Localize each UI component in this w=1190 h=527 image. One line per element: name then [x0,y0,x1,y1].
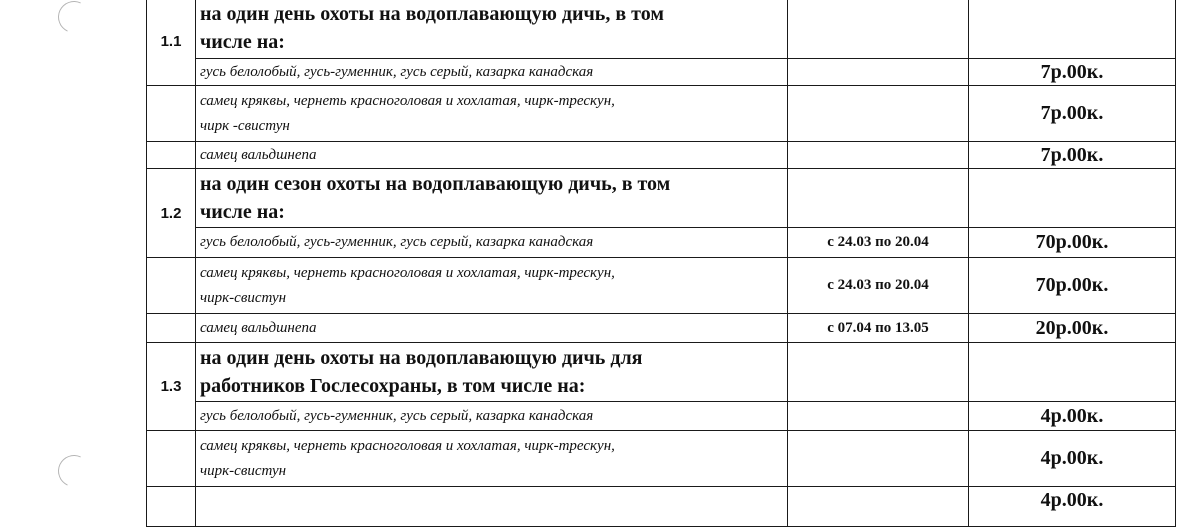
table-row-cutoff [147,487,1176,527]
price-cell: 4р.00к. [969,487,1176,527]
number-cell [147,86,196,142]
tariff-table [146,0,1176,527]
item-text: самец кряквы, чернеть красноголовая и хохлатая, чирк-трескун, чирк-свистун [196,431,788,487]
price-cell: 7р.00к. [969,59,1176,86]
period-cell: с 24.03 по 20.04 [788,228,969,258]
item-text: самец кряквы, чернеть красноголовая и хохлатая, чирк-трескун, чирк -свистун [196,86,788,142]
period-cell: с 24.03 по 20.04 [788,258,969,314]
section-title: на один день охоты на водоплавающую дичь, в том числе на: [196,0,788,59]
price-cell [969,0,1176,59]
section-title: на один день охоты на водоплавающую дичь для работников Гослесохраны, в том числе на: [196,343,788,402]
number-cell [147,258,196,314]
period-cell: с 07.04 по 13.05 [788,314,969,343]
table-row [147,314,1176,343]
binder-hole-bottom [53,450,94,491]
section-row [147,169,1176,228]
period-cell [788,86,969,142]
period-cell [788,431,969,487]
price-cell [969,343,1176,402]
item-text: гусь белолобый, гусь-гуменник, гусь серый, казарка канадская [196,402,788,431]
period-cell [788,402,969,431]
period-cell [788,487,969,527]
price-cell: 4р.00к. [969,431,1176,487]
section-title: на один сезон охоты на водоплавающую дичь, в том числе на: [196,169,788,228]
price-cell [969,169,1176,228]
number-cell [147,487,196,527]
table-row [147,402,1176,431]
price-cell: 7р.00к. [969,142,1176,169]
section-number: 1.1 [147,0,196,86]
number-cell [147,431,196,487]
section-number: 1.3 [147,343,196,431]
item-text: самец вальдшнепа [196,314,788,343]
item-text [196,487,788,527]
item-text: гусь белолобый, гусь-гуменник, гусь серый, казарка канадская [196,59,788,86]
item-text: гусь белолобый, гусь-гуменник, гусь серый, казарка канадская [196,228,788,258]
binder-hole-top [53,0,94,38]
period-cell [788,0,969,59]
period-cell [788,59,969,86]
number-cell [147,314,196,343]
table-row [147,431,1176,487]
table-row [147,59,1176,86]
table-row [147,86,1176,142]
price-cell: 70р.00к. [969,228,1176,258]
table-row [147,228,1176,258]
period-cell [788,169,969,228]
item-text: самец кряквы, чернеть красноголовая и хохлатая, чирк-трескун, чирк-свистун [196,258,788,314]
section-row [147,343,1176,402]
price-cell: 7р.00к. [969,86,1176,142]
price-cell: 20р.00к. [969,314,1176,343]
price-cell: 4р.00к. [969,402,1176,431]
table-row [147,142,1176,169]
price-cell: 70р.00к. [969,258,1176,314]
period-cell [788,142,969,169]
section-row [147,0,1176,59]
period-cell [788,343,969,402]
table-row [147,258,1176,314]
number-cell [147,142,196,169]
section-number: 1.2 [147,169,196,258]
item-text: самец вальдшнепа [196,142,788,169]
